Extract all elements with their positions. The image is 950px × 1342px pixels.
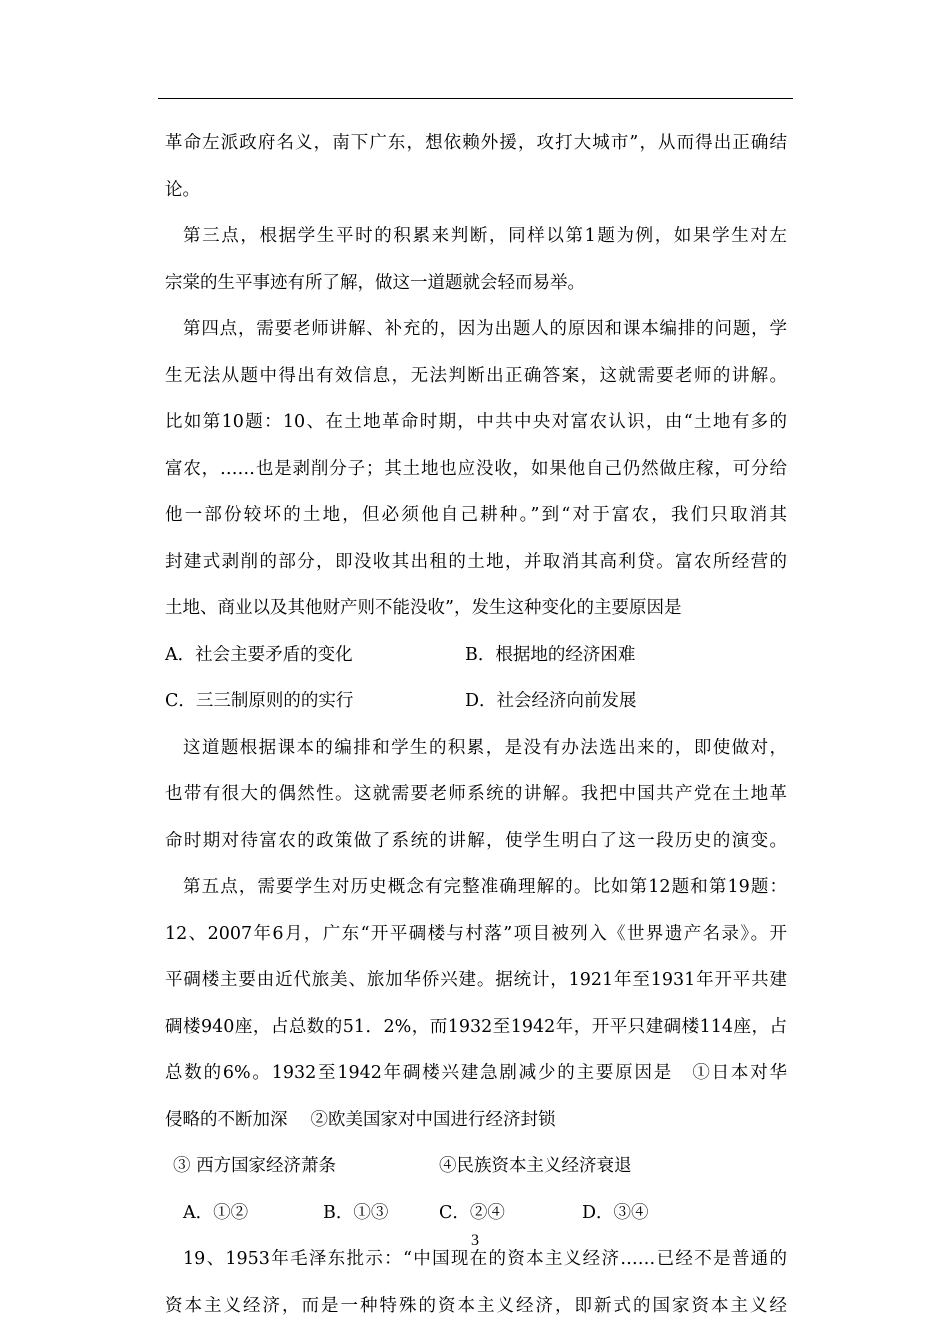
q12-statement-4: ④民族资本主义经济衰退 (439, 1156, 632, 1176)
text-line: 命时期对待富农的政策做了系统的讲解，使学生明白了这一段历史的演变。 (165, 830, 787, 851)
q12-option-a: A．①② (183, 1202, 249, 1223)
q12-option-b: B．①③ (323, 1202, 389, 1223)
q10-options-row-1 (165, 632, 787, 679)
q10-option-d: D．社会经济向前发展 (465, 691, 637, 711)
text-line: 他一部份较坏的土地，但必须他自己耕种。”到“对于富农，我们只取消其 (165, 505, 787, 525)
text-line: 第三点，根据学生平时的积累来判断，同样以第1题为例，如果学生对左 (183, 226, 787, 246)
q12-option-c: C．②④ (439, 1202, 505, 1223)
body-text (165, 120, 787, 1329)
page-number: 3 (471, 1232, 479, 1249)
text-line: 第四点，需要老师讲解、补充的，因为出题人的原因和课本编排的问题，学 (183, 319, 787, 339)
q12-option-d: D．③④ (582, 1202, 649, 1223)
text-line: 总数的6%。1932至1942年碉楼兴建急剧减少的主要原因是 ①日本对华 (165, 1063, 787, 1083)
text-line: 革命左派政府名义，南下广东，想依赖外援，攻打大城市”，从而得出正确结 (165, 133, 787, 153)
text-line: 也带有很大的偶然性。这就需要老师系统的讲解。我把中国共产党在土地革 (165, 784, 787, 804)
text-line: 资本主义经济，而是一种特殊的资本主义经济，即新式的国家资本主义经 (165, 1295, 787, 1316)
q10-option-b: B．根据地的经济困难 (465, 644, 636, 665)
text-line: 12、2007年6月，广东“开平碉楼与村落”项目被列入《世界遗产名录》。开 (165, 923, 787, 944)
q10-option-c: C．三三制原则的的实行 (165, 691, 354, 711)
text-line: 19、1953年毛泽东批示：“中国现在的资本主义经济……已经不是普通的 (183, 1249, 787, 1269)
text-line: 宗棠的生平事迹有所了解，做这一道题就会轻而易举。 (165, 272, 585, 293)
text-line: 比如第10题：10、在土地革命时期，中共中央对富农认识，由“土地有多的 (165, 412, 787, 432)
text-line: 封建式剥削的部分，即没收其出租的土地，并取消其高利贷。富农所经营的 (165, 551, 787, 572)
q12-statements-row (165, 1143, 787, 1190)
text-line: 富农，……也是剥削分子；其土地也应没收，如果他自己仍然做庄稼，可分给 (165, 458, 787, 479)
q12-options-row (165, 1190, 787, 1237)
text-line: 这道题根据课本的编排和学生的积累，是没有办法选出来的，即使做对， (183, 737, 787, 758)
text-line: 论。 (165, 179, 200, 200)
text-line: 第五点，需要学生对历史概念有完整准确理解的。比如第12题和第19题： (183, 877, 787, 897)
q12-statement-3: ③ 西方国家经济萧条 (173, 1156, 337, 1176)
text-line: 生无法从题中得出有效信息，无法判断出正确答案，这就需要老师的讲解。 (165, 365, 787, 386)
q10-option-a: A．社会主要矛盾的变化 (165, 644, 353, 665)
text-line: 平碉楼主要由近代旅美、旅加华侨兴建。据统计，1921年至1931年开平共建 (165, 970, 787, 990)
paragraph-block-2 (165, 725, 787, 1144)
text-line: 土地、商业以及其他财产则不能没收”，发生这种变化的主要原因是 (165, 598, 682, 618)
q10-options-row-2 (165, 678, 787, 725)
text-line: 侵略的不断加深 ②欧美国家对中国进行经济封锁 (165, 1109, 556, 1130)
header-rule (158, 98, 793, 99)
text-line: 碉楼940座，占总数的51．2%，而1932至1942年，开平只建碉楼114座，占 (165, 1016, 787, 1037)
paragraph-block-1 (165, 120, 787, 632)
